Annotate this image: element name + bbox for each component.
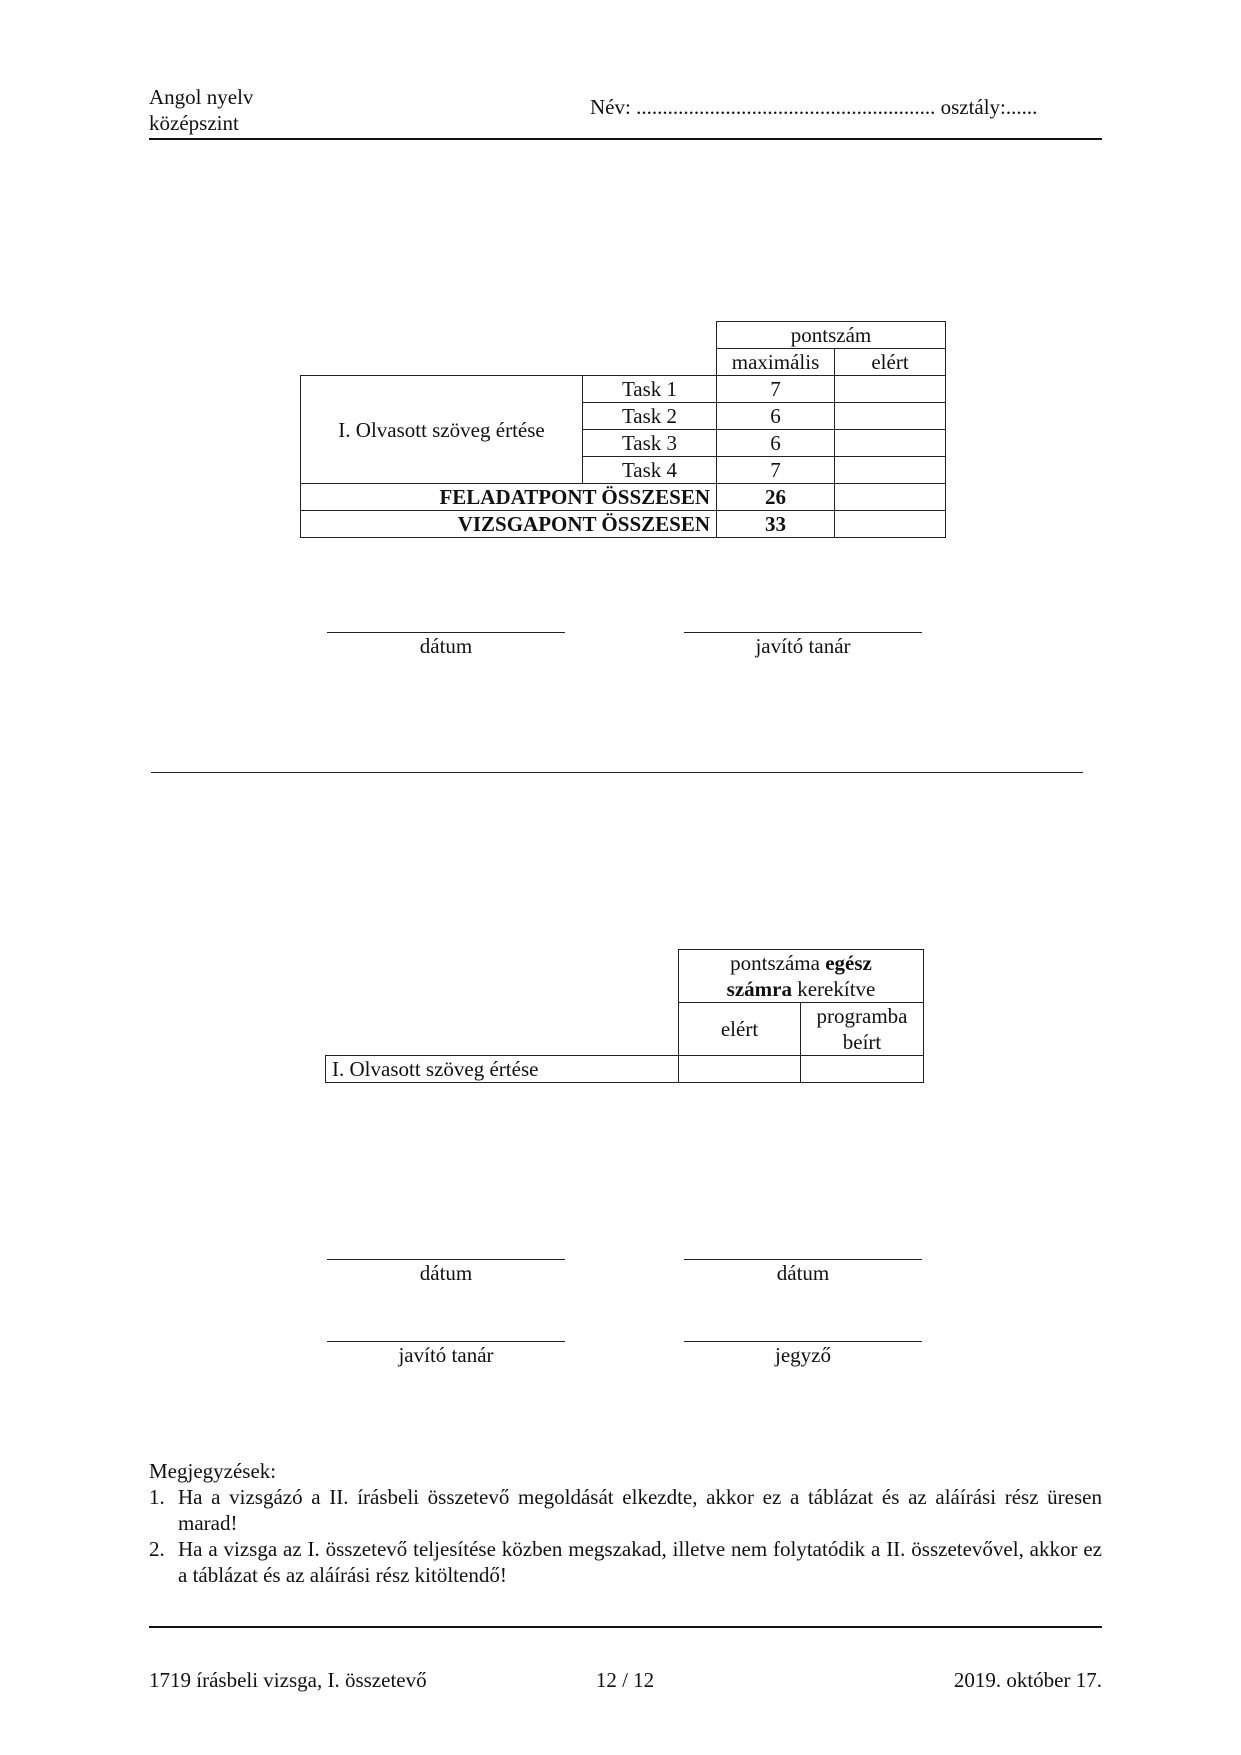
note-text: Ha a vizsga az I. összetevő teljesítése közben megszakad, illetve nem folytatódik a II. összetevővel, akkor ez a táblázat és az aláírási rész kitöltendő! xyxy=(178,1537,1102,1587)
date-signature-line xyxy=(327,632,565,633)
subject-title: Angol nyelv xyxy=(149,85,254,109)
notary-signature-line xyxy=(684,1341,922,1342)
date-signature-line xyxy=(684,1259,922,1260)
section-label: I. Olvasott szöveg értése xyxy=(301,376,583,484)
level-title: középszint xyxy=(149,111,239,135)
task-achieved-cell[interactable] xyxy=(835,403,946,430)
exam-total-achieved-cell[interactable] xyxy=(835,511,946,538)
score-table xyxy=(300,321,946,538)
footer-date: 2019. október 17. xyxy=(953,1668,1102,1692)
date-signature-label: dátum xyxy=(419,1261,473,1285)
list-item xyxy=(149,1536,1102,1588)
teacher-signature-line xyxy=(327,1341,565,1342)
note-number: 2. xyxy=(149,1537,165,1561)
task-max-points: 7 xyxy=(717,457,835,484)
section-label: I. Olvasott szöveg értése xyxy=(326,1056,679,1083)
task-total-value: 26 xyxy=(717,484,835,511)
achieved-column-header: elért xyxy=(679,1003,801,1056)
teacher-signature-line xyxy=(684,632,922,633)
footer-divider xyxy=(149,1626,1102,1628)
exam-total-value: 33 xyxy=(717,511,835,538)
table-row xyxy=(301,511,946,538)
page-header-left xyxy=(149,84,253,136)
footer-exam-name: 1719 írásbeli vizsga, I. összetevő xyxy=(149,1668,427,1692)
page-number: 12 / 12 xyxy=(595,1668,655,1692)
notes-title: Megjegyzések: xyxy=(149,1459,277,1483)
date-signature-label: dátum xyxy=(419,634,473,658)
header-divider xyxy=(149,138,1102,140)
note-text: Ha a vizsgázó a II. írásbeli összetevő megoldását elkezdte, akkor ez a táblázat és az aláírási rész üresen marad! xyxy=(178,1485,1102,1535)
teacher-signature-label: javító tanár xyxy=(398,1343,494,1367)
entered-column-header: programba beírt xyxy=(801,1003,924,1056)
rounded-score-header: pontszáma egész számra kerekítve xyxy=(679,950,924,1003)
max-column-header: maximális xyxy=(717,349,835,376)
table-row xyxy=(326,1056,924,1083)
date-signature-label: dátum xyxy=(776,1261,830,1285)
task-max-points: 6 xyxy=(717,403,835,430)
table-row xyxy=(301,484,946,511)
task-total-label: FELADATPONT ÖSSZESEN xyxy=(301,484,717,511)
task-max-points: 7 xyxy=(717,376,835,403)
task-name: Task 4 xyxy=(583,457,717,484)
notary-signature-label: jegyző xyxy=(775,1343,831,1367)
notes-section xyxy=(149,1458,1102,1588)
rounded-score-table xyxy=(325,949,924,1083)
entered-cell[interactable] xyxy=(801,1056,924,1083)
exam-total-label: VIZSGAPONT ÖSSZESEN xyxy=(301,511,717,538)
teacher-signature-label: javító tanár xyxy=(755,634,851,658)
task-name: Task 1 xyxy=(583,376,717,403)
name-class-field: Név: ......................................................... osztály:...... xyxy=(590,95,1038,119)
section-divider xyxy=(151,772,1083,773)
achieved-column-header: elért xyxy=(835,349,946,376)
task-max-points: 6 xyxy=(717,430,835,457)
task-achieved-cell[interactable] xyxy=(835,376,946,403)
date-signature-line xyxy=(327,1259,565,1260)
note-number: 1. xyxy=(149,1485,165,1509)
task-name: Task 2 xyxy=(583,403,717,430)
task-achieved-cell[interactable] xyxy=(835,457,946,484)
table-row xyxy=(301,376,946,403)
task-name: Task 3 xyxy=(583,430,717,457)
achieved-cell[interactable] xyxy=(679,1056,801,1083)
pontszam-header: pontszám xyxy=(717,322,946,349)
task-total-achieved-cell[interactable] xyxy=(835,484,946,511)
task-achieved-cell[interactable] xyxy=(835,430,946,457)
list-item xyxy=(149,1484,1102,1536)
